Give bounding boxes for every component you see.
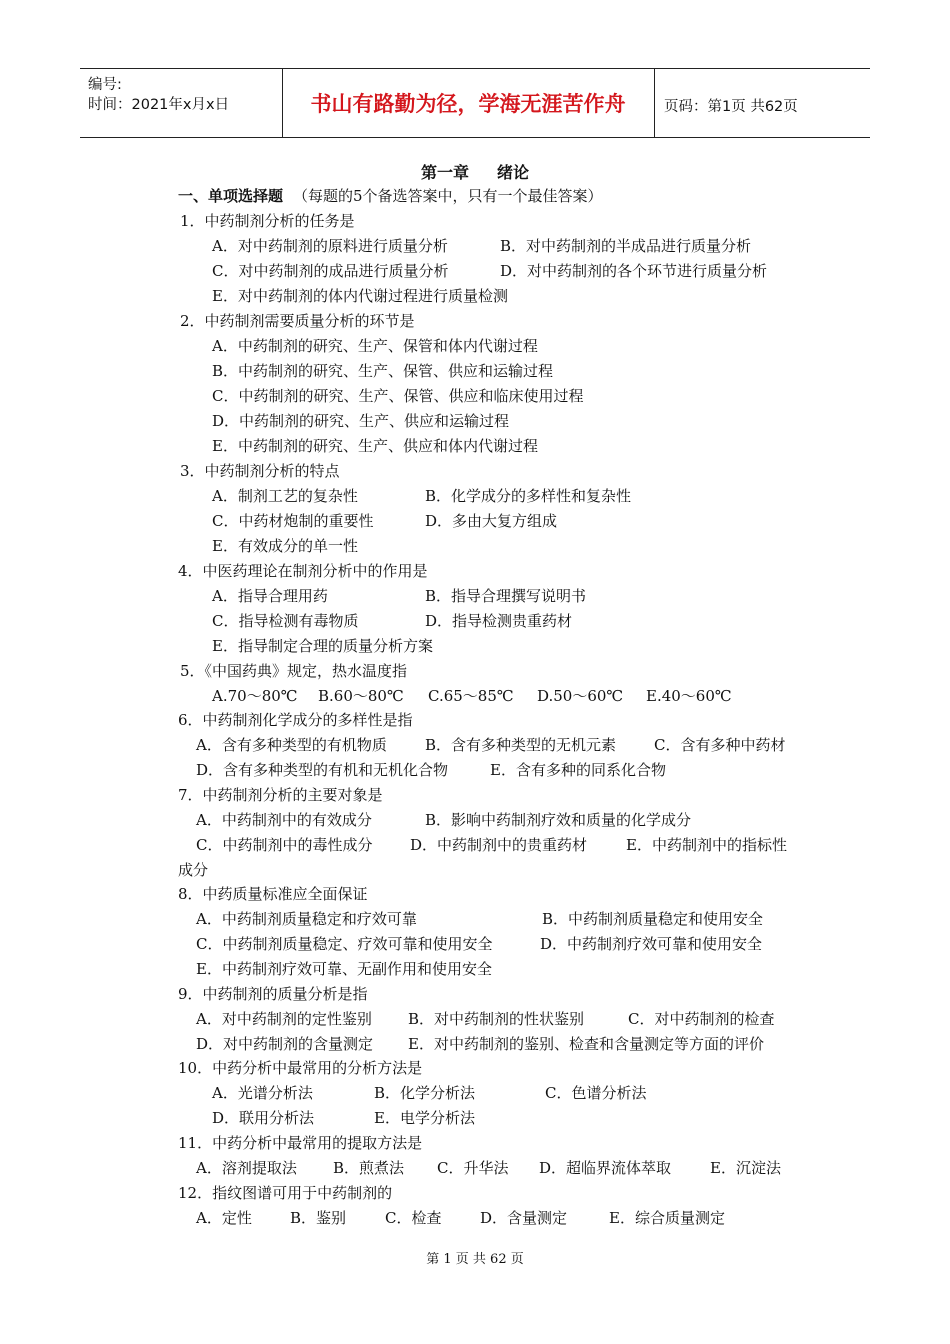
option: A．溶剂提取法 xyxy=(196,1159,297,1177)
option: B．影响中药制剂疗效和质量的化学成分 xyxy=(425,811,692,829)
option: D．含量测定 xyxy=(480,1209,568,1227)
option: B.60～80℃ xyxy=(318,687,404,705)
option: A．定性 xyxy=(196,1209,252,1227)
option: B．鉴别 xyxy=(290,1209,347,1227)
question-stem: 3．中药制剂分析的特点 xyxy=(180,462,340,480)
option: E．中药制剂中的指标性 xyxy=(626,836,787,854)
option: E.40～60℃ xyxy=(646,687,732,705)
option: C.65～85℃ xyxy=(428,687,514,705)
option: D．对中药制剂的各个环节进行质量分析 xyxy=(500,262,768,280)
option: C．中药材炮制的重要性 xyxy=(212,512,374,530)
option: D．中药制剂中的贵重药材 xyxy=(410,836,588,854)
question-stem: 12．指纹图谱可用于中药制剂的 xyxy=(178,1184,393,1202)
option: E．对中药制剂的体内代谢过程进行质量检测 xyxy=(212,287,508,305)
option: D．多由大复方组成 xyxy=(425,512,558,530)
option: C．对中药制剂的成品进行质量分析 xyxy=(212,262,449,280)
option: E．沉淀法 xyxy=(710,1159,781,1177)
option: D．超临界流体萃取 xyxy=(539,1159,672,1177)
option: D．中药制剂的研究、生产、供应和运输过程 xyxy=(212,412,510,430)
option: B．中药制剂的研究、生产、保管、供应和运输过程 xyxy=(212,362,554,380)
chapter-title xyxy=(0,160,950,183)
option: A．中药制剂质量稳定和疗效可靠 xyxy=(196,910,417,928)
option: B．中药制剂质量稳定和使用安全 xyxy=(542,910,764,928)
option: B．化学成分的多样性和复杂性 xyxy=(425,487,632,505)
option: A.70～80℃ xyxy=(212,687,298,705)
option: C．中药制剂的研究、生产、保管、供应和临床使用过程 xyxy=(212,387,584,405)
section-heading xyxy=(178,186,603,206)
question-stem: 5．《中国药典》规定，热水温度指 xyxy=(180,662,408,680)
option: E．对中药制剂的鉴别、检查和含量测定等方面的评价 xyxy=(408,1035,764,1053)
doc-code-label: 编号: xyxy=(88,77,122,93)
header-motto: 书山有路勤为径，学海无涯苦作舟 xyxy=(282,69,655,137)
section-label: 一、单项选择题 xyxy=(178,187,284,205)
question-stem: 10．中药分析中最常用的分析方法是 xyxy=(178,1059,423,1077)
option: D．联用分析法 xyxy=(212,1109,315,1127)
option: D．指导检测贵重药材 xyxy=(425,612,573,630)
option: A．对中药制剂的原料进行质量分析 xyxy=(212,237,448,255)
option: A．光谱分析法 xyxy=(212,1084,313,1102)
option: D．对中药制剂的含量测定 xyxy=(196,1035,374,1053)
chapter-name: 绪论 xyxy=(497,163,530,182)
header-table xyxy=(80,68,870,138)
option: C．中药制剂质量稳定、疗效可靠和使用安全 xyxy=(196,935,493,953)
option: B．对中药制剂的性状鉴别 xyxy=(408,1010,585,1028)
page-footer: 第 1 页 共 62 页 xyxy=(426,1252,524,1267)
doc-time-label: 时间：2021年x月x日 xyxy=(88,97,230,113)
question-stem: 2．中药制剂需要质量分析的环节是 xyxy=(180,312,415,330)
option: A．对中药制剂的定性鉴别 xyxy=(196,1010,372,1028)
question-stem: 1．中药制剂分析的任务是 xyxy=(180,212,355,230)
option: C．对中药制剂的检查 xyxy=(628,1010,775,1028)
option: A．制剂工艺的复杂性 xyxy=(212,487,358,505)
option: C．中药制剂中的毒性成分 xyxy=(196,836,373,854)
question-stem: 6．中药制剂化学成分的多样性是指 xyxy=(178,711,413,729)
option: A．含有多种类型的有机物质 xyxy=(196,736,387,754)
option-continuation: 成分 xyxy=(178,861,209,879)
option: A．指导合理用药 xyxy=(212,587,328,605)
question-stem: 11．中药分析中最常用的提取方法是 xyxy=(178,1134,423,1152)
option: B．指导合理撰写说明书 xyxy=(425,587,587,605)
option: E．中药制剂的研究、生产、供应和体内代谢过程 xyxy=(212,437,538,455)
option: C．色谱分析法 xyxy=(545,1084,647,1102)
option: B．煎煮法 xyxy=(333,1159,405,1177)
header-meta-cell xyxy=(80,69,283,137)
option: C．升华法 xyxy=(437,1159,509,1177)
option: D．中药制剂疗效可靠和使用安全 xyxy=(540,935,763,953)
option: E．电学分析法 xyxy=(374,1109,475,1127)
header-page-info: 页码：第1页 共62页 xyxy=(664,99,798,115)
question-stem: 9．中药制剂的质量分析是指 xyxy=(178,985,368,1003)
option: E．有效成分的单一性 xyxy=(212,537,358,555)
option: C．检查 xyxy=(385,1209,442,1227)
option: D.50～60℃ xyxy=(537,687,624,705)
option: E．中药制剂疗效可靠、无副作用和使用安全 xyxy=(196,960,492,978)
option: C．指导检测有毒物质 xyxy=(212,612,359,630)
option: D．含有多种类型的有机和无机化合物 xyxy=(196,761,449,779)
question-stem: 8．中药质量标准应全面保证 xyxy=(178,885,368,903)
option: B．对中药制剂的半成品进行质量分析 xyxy=(500,237,752,255)
chapter-number: 第一章 xyxy=(420,163,469,182)
question-stem: 7．中药制剂分析的主要对象是 xyxy=(178,786,383,804)
option: E．指导制定合理的质量分析方案 xyxy=(212,637,433,655)
option: B．含有多种类型的无机元素 xyxy=(425,736,617,754)
option: A．中药制剂的研究、生产、保管和体内代谢过程 xyxy=(212,337,538,355)
question-stem: 4．中医药理论在制剂分析中的作用是 xyxy=(178,562,428,580)
option: B．化学分析法 xyxy=(374,1084,476,1102)
option: A．中药制剂中的有效成分 xyxy=(196,811,372,829)
option: C．含有多种中药材 xyxy=(654,736,786,754)
section-note: （每题的5个备选答案中，只有一个最佳答案） xyxy=(293,187,603,205)
option: E．综合质量测定 xyxy=(609,1209,725,1227)
option: E．含有多种的同系化合物 xyxy=(490,761,666,779)
